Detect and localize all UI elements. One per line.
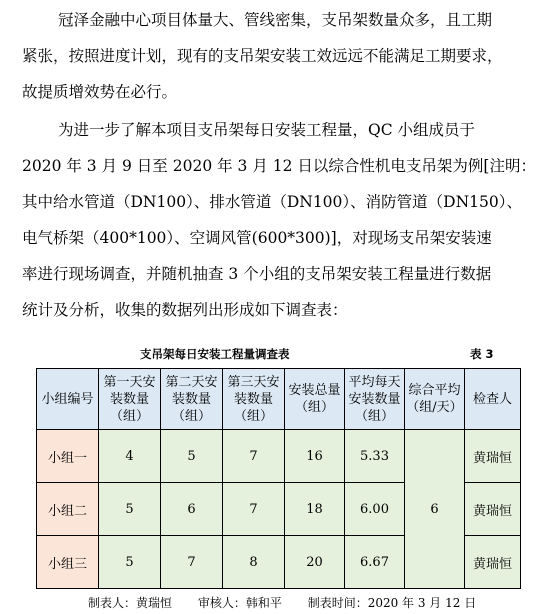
table-maker: 制表人：黄瑞恒 bbox=[88, 596, 173, 610]
day2-cell: 5 bbox=[161, 430, 223, 483]
team-cell: 小组一 bbox=[37, 430, 99, 483]
paragraph-line: 为进一步了解本项目支吊架每日安装工程量，QC 小组成员于 bbox=[58, 121, 475, 139]
day1-cell: 5 bbox=[99, 483, 161, 536]
daily-avg-cell: 6.00 bbox=[345, 483, 405, 536]
header-inspector: 检查人 bbox=[465, 369, 521, 430]
team-cell: 小组三 bbox=[37, 536, 99, 589]
day1-cell: 4 bbox=[99, 430, 161, 483]
day2-cell: 6 bbox=[161, 483, 223, 536]
header-overall-avg: 综合平均 （组/天） bbox=[405, 369, 465, 430]
table-title: 支吊架每日安装工程量调查表 bbox=[140, 347, 290, 361]
paragraph-line: 统计及分析，收集的数据列出形成如下调查表： bbox=[22, 301, 348, 319]
header-team: 小组编号 bbox=[37, 369, 99, 430]
paragraph-line: 电气桥架（400*100）、空调风管(600*300)]，对现场支吊架安装速 bbox=[22, 229, 492, 247]
day3-cell: 7 bbox=[223, 483, 285, 536]
table-date: 制表时间：2020 年 3 月 12 日 bbox=[307, 596, 477, 610]
paragraph-line: 率进行现场调查，并随机抽查 3 个小组的支吊架安装工程量进行数据 bbox=[22, 265, 492, 283]
header-day3: 第三天安 装数量 （组） bbox=[223, 369, 285, 430]
day2-cell: 7 bbox=[161, 536, 223, 589]
overall-avg-cell: 6 bbox=[405, 430, 465, 589]
team-cell: 小组二 bbox=[37, 483, 99, 536]
inspector-cell: 黄瑞恒 bbox=[465, 430, 521, 483]
total-cell: 16 bbox=[285, 430, 345, 483]
table-reviewer: 审核人：韩和平 bbox=[197, 596, 282, 610]
header-day2: 第二天安 装数量 （组） bbox=[161, 369, 223, 430]
paragraph-line: 紧张，按照进度计划，现有的支吊架安装工效远远不能满足工期要求， bbox=[22, 47, 503, 65]
day3-cell: 7 bbox=[223, 430, 285, 483]
daily-avg-cell: 5.33 bbox=[345, 430, 405, 483]
total-cell: 18 bbox=[285, 483, 345, 536]
header-total: 安装总量 （组） bbox=[285, 369, 345, 430]
table-number: 表 3 bbox=[470, 347, 494, 361]
paragraph-line: 冠泽金融中心项目体量大、管线密集，支吊架数量众多，且工期 bbox=[58, 11, 493, 29]
inspector-cell: 黄瑞恒 bbox=[465, 536, 521, 589]
paragraph-line: 故提质增效势在必行。 bbox=[22, 83, 178, 101]
table-footer bbox=[88, 594, 498, 611]
daily-avg-cell: 6.67 bbox=[345, 536, 405, 589]
inspector-cell: 黄瑞恒 bbox=[465, 483, 521, 536]
header-day1: 第一天安 装数量 （组） bbox=[99, 369, 161, 430]
header-daily-avg: 平均每天 安装数量 （组） bbox=[345, 369, 405, 430]
table-header-row bbox=[37, 369, 521, 430]
day1-cell: 5 bbox=[99, 536, 161, 589]
paragraph-line: 其中给水管道（DN100）、排水管道（DN100）、消防管道（DN150）、 bbox=[22, 193, 522, 211]
day3-cell: 8 bbox=[223, 536, 285, 589]
survey-table bbox=[36, 368, 521, 589]
table-row bbox=[37, 430, 521, 483]
paragraph-line: 2020 年 3 月 9 日至 2020 年 3 月 12 日以综合性机电支吊架为例[注明： bbox=[22, 157, 536, 175]
total-cell: 20 bbox=[285, 536, 345, 589]
